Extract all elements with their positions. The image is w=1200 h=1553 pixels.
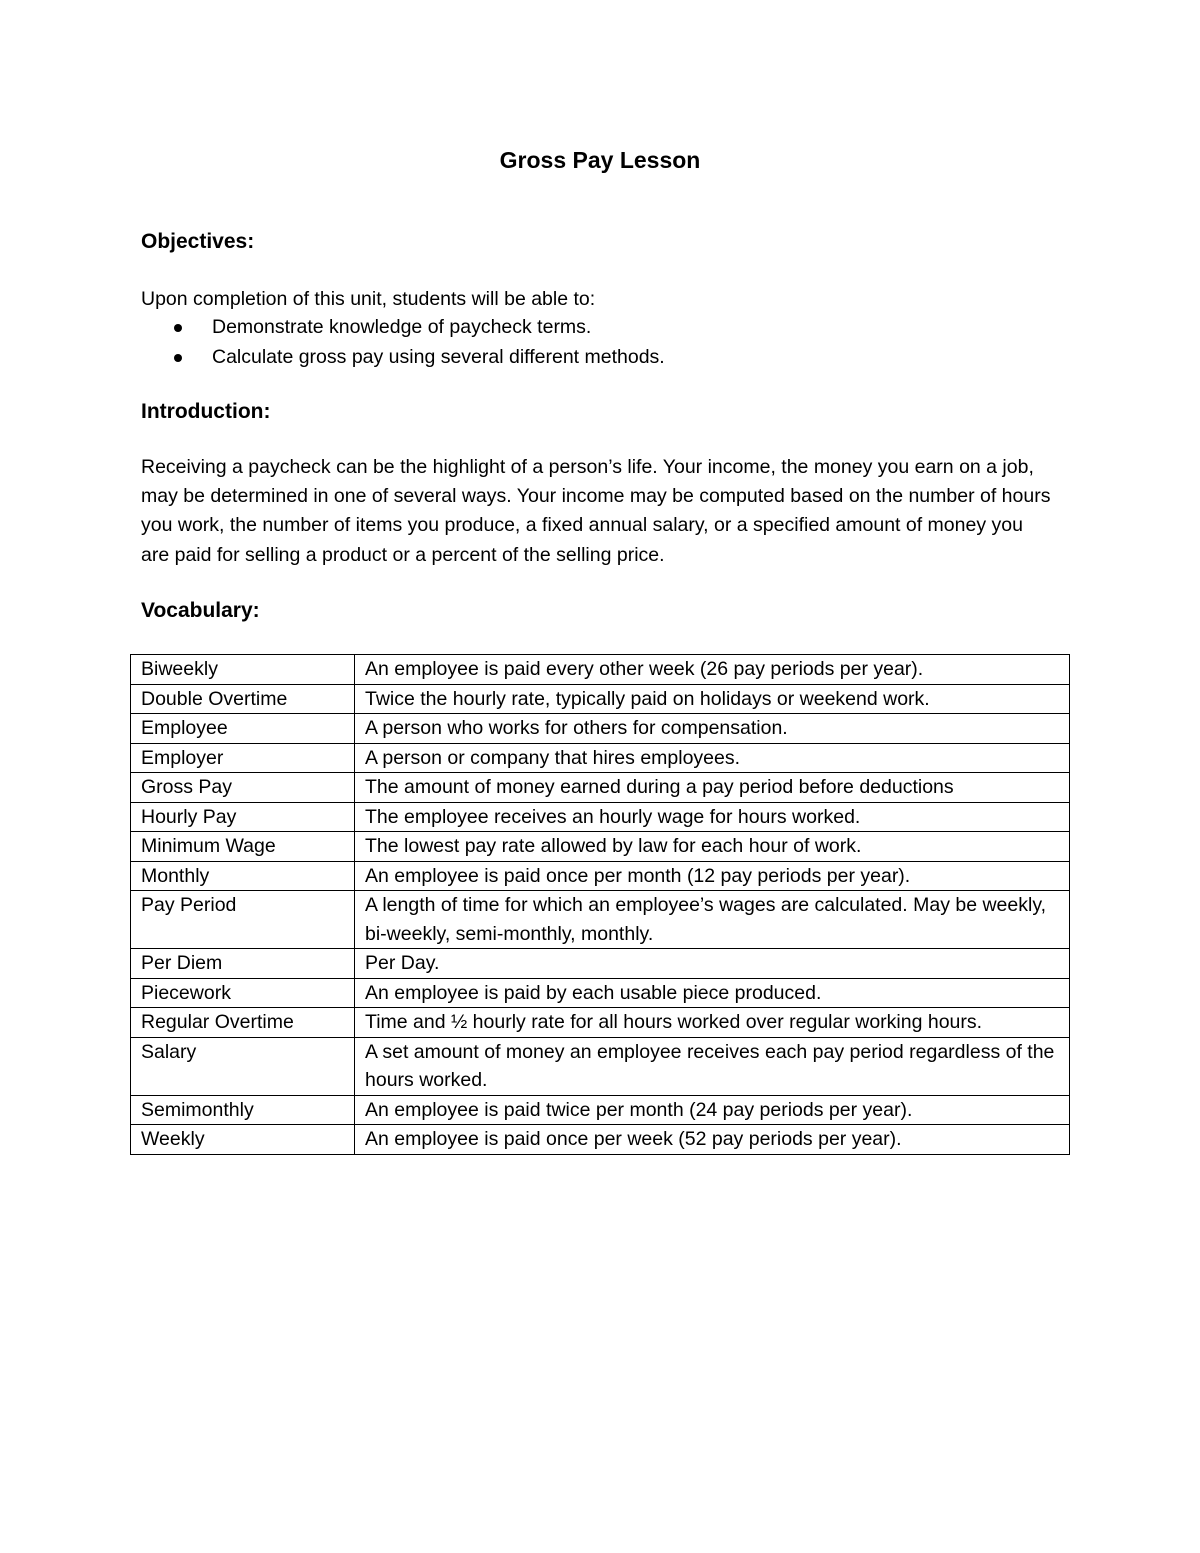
table-row [131,861,1070,891]
definition-cell: The lowest pay rate allowed by law for each hour of work. [355,832,1070,862]
table-row [131,949,1070,979]
definition-cell: A length of time for which an employee’s wages are calculated. May be weekly, bi-weekly, semi-monthly, monthly. [355,891,1070,949]
definition-cell: Twice the hourly rate, typically paid on holidays or weekend work. [355,684,1070,714]
definition-cell: An employee is paid every other week (26 pay periods per year). [355,655,1070,685]
term-cell: Biweekly [131,655,355,685]
term-cell: Monthly [131,861,355,891]
definition-cell: The amount of money earned during a pay period before deductions [355,773,1070,803]
table-row [131,891,1070,949]
table-row [131,1037,1070,1095]
term-cell: Pay Period [131,891,355,949]
objective-text: Calculate gross pay using several different methods. [212,345,665,368]
definition-cell: An employee is paid once per week (52 pay periods per year). [355,1125,1070,1155]
table-row [131,684,1070,714]
introduction-paragraph: Receiving a paycheck can be the highlight of a person’s life. Your income, the money you earn on a job, may be determined in one of several ways. Your income may be computed based on the number of hours you work, the number of items you produce, a fixed annual salary, or a specified amount of money you are paid for selling a product or a percent of the selling price. [141,456,1051,566]
table-row [131,1125,1070,1155]
definition-cell: An employee is paid by each usable piece produced. [355,978,1070,1008]
bullet-icon [174,354,182,362]
definition-cell: An employee is paid twice per month (24 pay periods per year). [355,1095,1070,1125]
table-row [131,655,1070,685]
term-cell: Weekly [131,1125,355,1155]
list-item [141,313,665,343]
table-row [131,802,1070,832]
term-cell: Gross Pay [131,773,355,803]
term-cell: Double Overtime [131,684,355,714]
objectives-list [141,313,665,372]
term-cell: Hourly Pay [131,802,355,832]
definition-cell: Per Day. [355,949,1070,979]
term-cell: Piecework [131,978,355,1008]
table-row [131,1008,1070,1038]
term-cell: Semimonthly [131,1095,355,1125]
term-cell: Minimum Wage [131,832,355,862]
term-cell: Per Diem [131,949,355,979]
objectives-heading: Objectives: [141,230,255,253]
table-row [131,714,1070,744]
table-row [131,743,1070,773]
term-cell: Employee [131,714,355,744]
definition-cell: An employee is paid once per month (12 pay periods per year). [355,861,1070,891]
vocabulary-table [130,654,1070,1155]
table-row [131,773,1070,803]
introduction-heading: Introduction: [141,400,271,423]
table-row [131,1095,1070,1125]
term-cell: Salary [131,1037,355,1095]
objectives-intro: Upon completion of this unit, students will be able to: [141,288,596,310]
bullet-icon [174,324,182,332]
definition-cell: A person or company that hires employees. [355,743,1070,773]
definition-cell: The employee receives an hourly wage for hours worked. [355,802,1070,832]
table-row [131,978,1070,1008]
page-title: Gross Pay Lesson [499,147,701,173]
table-row [131,832,1070,862]
list-item [141,343,665,373]
definition-cell: A set amount of money an employee receives each pay period regardless of the hours worked. [355,1037,1070,1095]
term-cell: Employer [131,743,355,773]
definition-cell: Time and ½ hourly rate for all hours worked over regular working hours. [355,1008,1070,1038]
objective-text: Demonstrate knowledge of paycheck terms. [212,316,592,338]
definition-cell: A person who works for others for compensation. [355,714,1070,744]
term-cell: Regular Overtime [131,1008,355,1038]
vocabulary-heading: Vocabulary: [141,599,260,622]
